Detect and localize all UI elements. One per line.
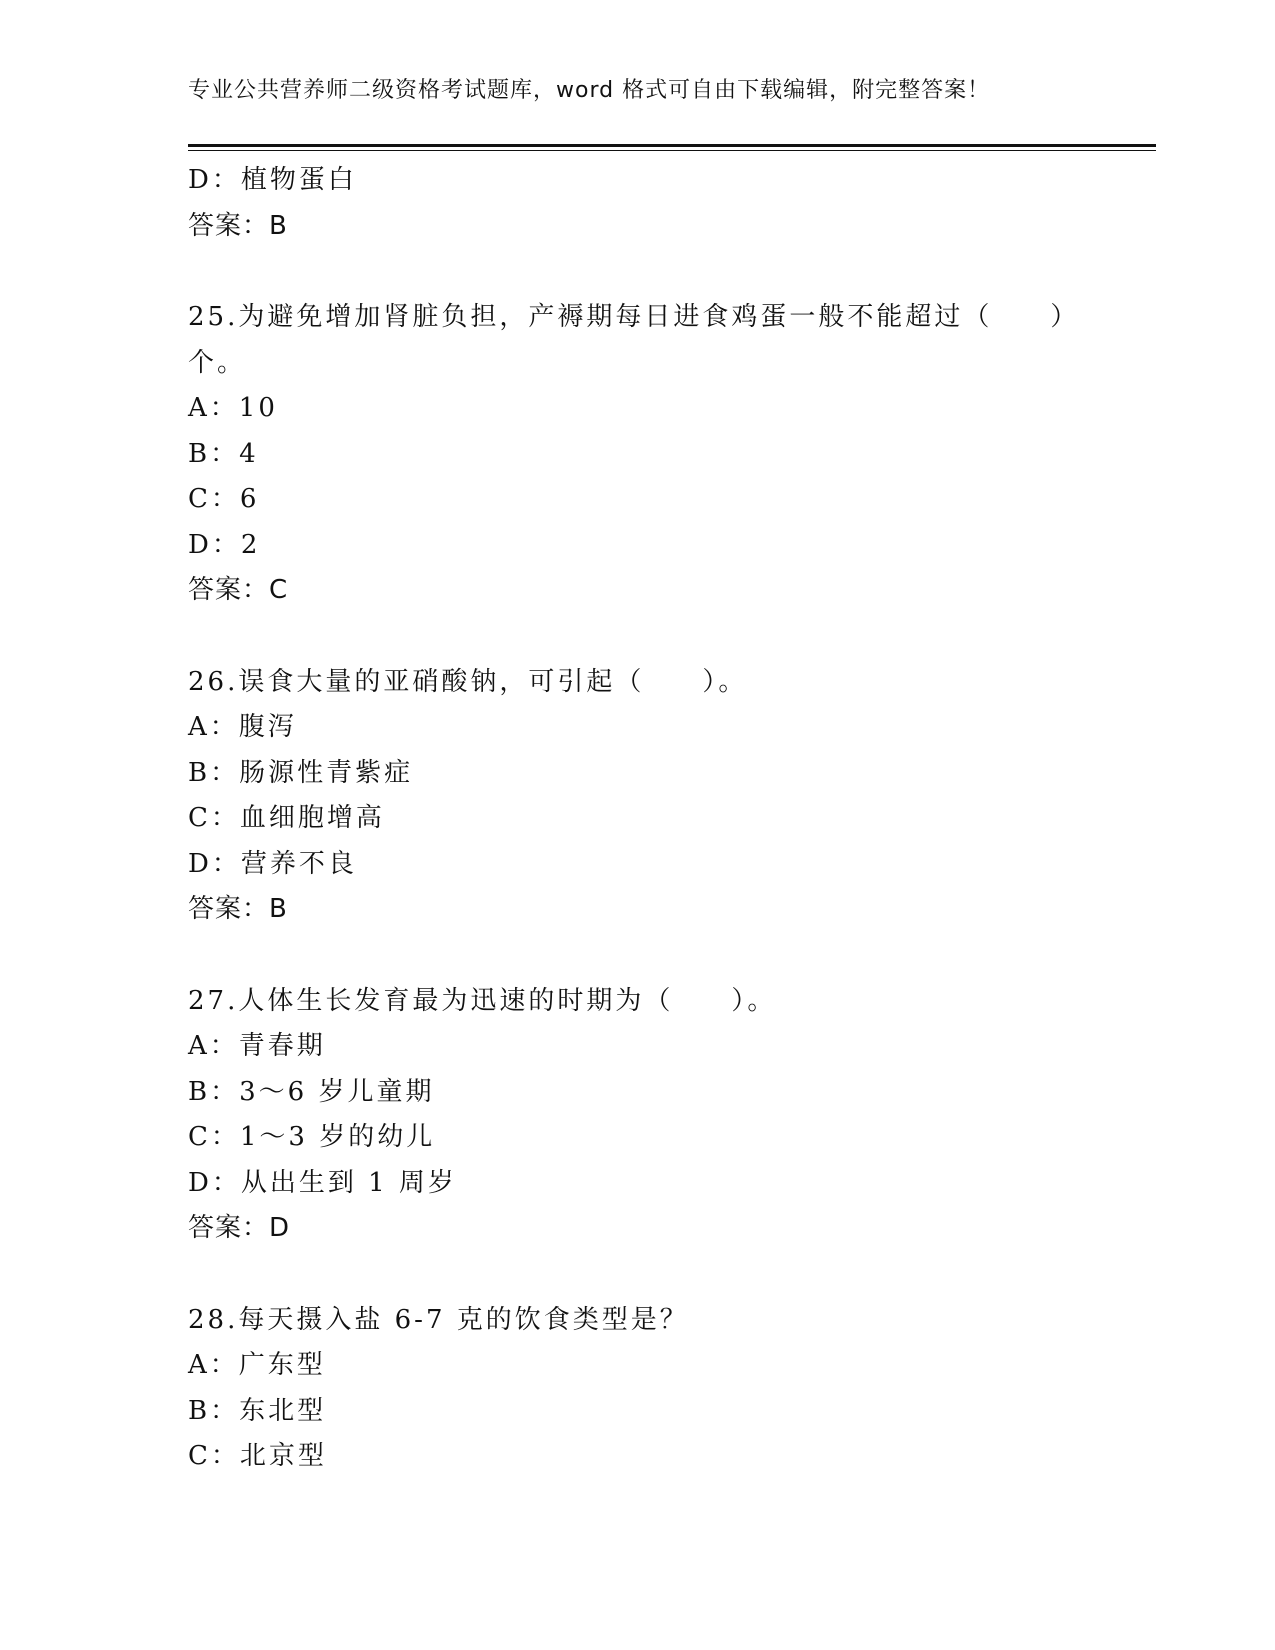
question-26-option-b: B：肠源性青紫症 [188, 757, 414, 788]
spacer [188, 1252, 1088, 1298]
question-27-option-a: A：青春期 [188, 1031, 326, 1061]
page-header: 专业公共营养师二级资格考试题库，word 格式可自由下载编辑，附完整答案！ [188, 78, 991, 103]
prev-option-d: D：植物蛋白 [188, 165, 357, 195]
question-28 [188, 1298, 1088, 1480]
question-25 [188, 295, 1088, 614]
question-25-stem-line2: 个。 [188, 347, 247, 378]
question-27-option-b: B：3～6 岁儿童期 [188, 1076, 435, 1107]
question-26-option-d: D：营养不良 [188, 848, 357, 879]
question-25-answer: 答案：C [188, 575, 289, 605]
question-26 [188, 660, 1088, 933]
header-rule-thin [188, 150, 1156, 151]
question-25-option-a: A：10 [188, 393, 278, 423]
question-27-stem: 27.人体生长发育最为迅速的时期为（ ）。 [188, 985, 777, 1016]
question-27-option-c: C：1～3 岁的幼儿 [188, 1122, 436, 1152]
question-28-option-a: A：广东型 [188, 1350, 326, 1380]
question-27 [188, 979, 1088, 1252]
spacer [188, 614, 1088, 660]
question-27-answer: 答案：D [188, 1213, 291, 1243]
spacer [188, 249, 1088, 295]
spacer [188, 933, 1088, 979]
question-28-option-b: B：东北型 [188, 1395, 327, 1426]
question-28-option-c: C：北京型 [188, 1441, 327, 1471]
question-26-option-c: C：血细胞增高 [188, 803, 385, 833]
question-25-option-d: D：2 [188, 529, 261, 560]
question-25-option-c: C：6 [188, 484, 260, 514]
question-28-stem: 28.每天摄入盐 6-7 克的饮食类型是？ [188, 1304, 689, 1335]
question-25-option-b: B：4 [188, 438, 259, 469]
question-list [188, 158, 1088, 1480]
header-rule-thick [188, 144, 1156, 147]
question-26-answer: 答案：B [188, 894, 288, 924]
prev-answer: 答案：B [188, 210, 288, 241]
question-26-option-a: A：腹泻 [188, 712, 297, 742]
question-25-stem-line1: 25.为避免增加肾脏负担，产褥期每日进食鸡蛋一般不能超过（ ） [188, 302, 1080, 332]
question-27-option-d: D：从出生到 1 周岁 [188, 1167, 457, 1198]
question-26-stem: 26.误食大量的亚硝酸钠，可引起（ ）。 [188, 666, 748, 697]
